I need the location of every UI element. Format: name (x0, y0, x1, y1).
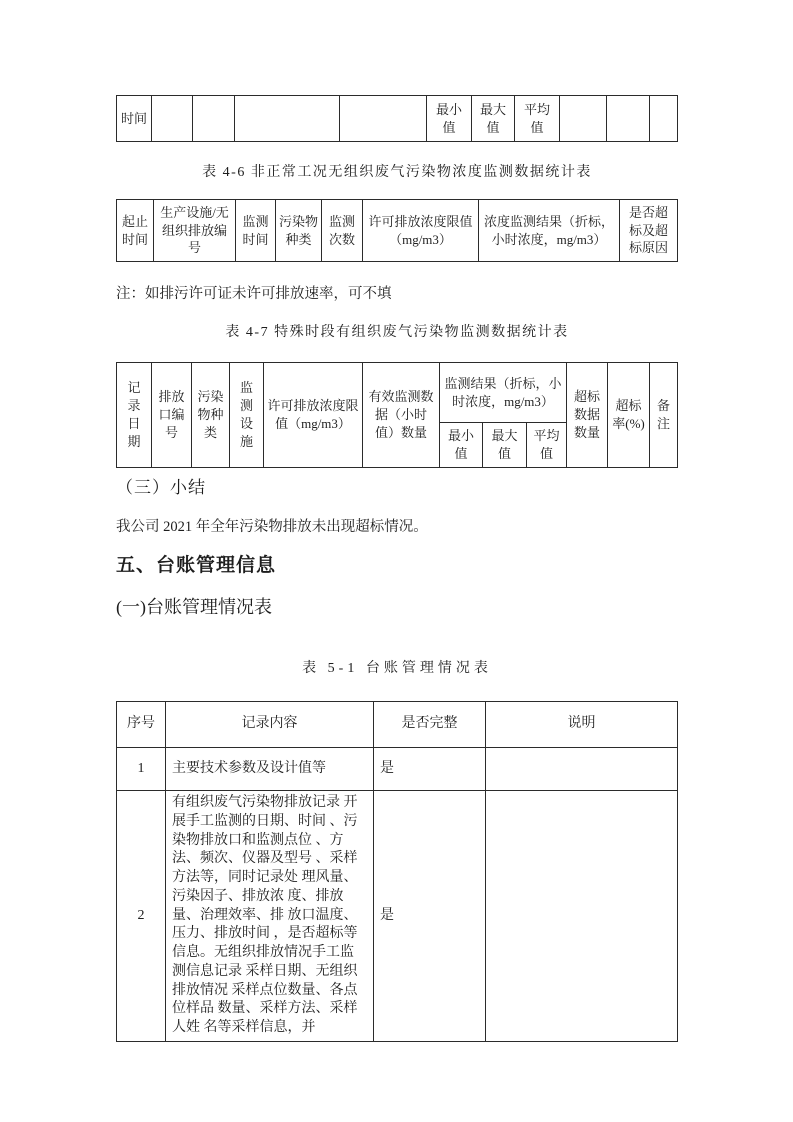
header-cell-exceed-reason: 是否超标及超标原因 (620, 200, 678, 262)
table-4-6-note: 注：如排污许可证未许可排放速率，可不填 (116, 286, 392, 302)
table-cell-empty (607, 96, 650, 142)
table-4-6-title: 表 4-6 非正常工况无组织废气污染物浓度监测数据统计表 (202, 165, 592, 180)
summary-paragraph: 我公司 2021 年全年污染物排放未出现超标情况。 (116, 519, 428, 535)
subsection-heading-ledger-table: (一)台账管理情况表 (116, 597, 272, 617)
previous-stats-table-continuation (116, 95, 678, 142)
table-cell-avg-header: 平均值 (515, 96, 560, 142)
header-cell-is-complete: 是否完整 (374, 702, 486, 748)
table-row (117, 791, 678, 1042)
cell-is-complete: 是 (374, 791, 486, 1042)
cell-record-content: 有组织废气污染物排放记录 开展手工监测的日期、时间 、污染物排放口和监测点位 、方法、频次、仪器及型号 、采样方法等，同时记录处 理风量、污染因子、排放浓 度、排放量、治理效率、排 放口温度、压力、排放时间 ，是否超标等信息。无组织排放情况手工监测信息记录 采样日期、无组织排放情况 采样点位数量、各点位样品 数量、采样方法、采样人姓 名等采样信息，并 (166, 791, 374, 1042)
table-row (117, 748, 678, 791)
table-cell-time-header: 时间 (117, 96, 152, 142)
header-cell-max-value: 最大值 (483, 423, 527, 468)
table-cell-min-header: 最小值 (427, 96, 472, 142)
header-cell-monitor-time: 监测时间 (236, 200, 276, 262)
header-cell-avg-value: 平均值 (527, 423, 567, 468)
table-cell-empty (235, 96, 340, 142)
table-5-1 (116, 701, 678, 1042)
header-cell-exceed-count: 超标数据数量 (567, 363, 608, 468)
header-cell-monitor-count: 监测次数 (322, 200, 363, 262)
section-heading-ledger: 五、台账管理信息 (116, 555, 277, 576)
table-5-1-title: 表 5-1 台账管理情况表 (302, 661, 492, 676)
table-cell-empty (340, 96, 427, 142)
header-cell-min-value: 最小值 (440, 423, 483, 468)
cell-explanation (486, 748, 678, 791)
table-5-1-header-row (117, 702, 678, 748)
table-4-7 (116, 362, 678, 468)
header-cell-record-content: 记录内容 (166, 702, 374, 748)
header-cell-pollutant-type: 污染物种类 (192, 363, 230, 468)
table-cell-max-header: 最大值 (472, 96, 515, 142)
header-cell-facility-outlet-id: 生产设施/无组织排放编号 (154, 200, 236, 262)
header-cell-result-group: 监测结果（折标，小时浓度，mg/m3） (440, 363, 567, 423)
table-4-7-title: 表 4-7 特殊时段有组织废气污染物监测数据统计表 (225, 325, 569, 340)
table-cell-empty (193, 96, 235, 142)
table-cell-empty (152, 96, 193, 142)
header-cell-permitted-limit: 许可排放浓度限值（mg/m3） (363, 200, 479, 262)
cell-serial-no: 2 (117, 791, 166, 1042)
cell-explanation (486, 791, 678, 1042)
subsection-heading-summary: （三）小结 (116, 478, 206, 497)
cell-record-content: 主要技术参数及设计值等 (166, 748, 374, 791)
table-cell-empty (650, 96, 678, 142)
table-cell-empty (560, 96, 607, 142)
header-cell-monitor-facility: 监测设施 (230, 363, 264, 468)
header-cell-concentration-result: 浓度监测结果（折标，小时浓度，mg/m3） (479, 200, 620, 262)
header-cell-valid-data-count: 有效监测数据（小时值）数量 (363, 363, 440, 468)
header-cell-pollutant-type: 污染物种类 (276, 200, 322, 262)
header-cell-start-end-time: 起止时间 (117, 200, 154, 262)
header-cell-serial-no: 序号 (117, 702, 166, 748)
header-cell-exceed-rate: 超标率(%) (608, 363, 650, 468)
table-4-6 (116, 199, 678, 262)
cell-is-complete: 是 (374, 748, 486, 791)
header-cell-record-date: 记录日期 (117, 363, 152, 468)
header-cell-outlet-id: 排放口编号 (152, 363, 192, 468)
header-cell-permitted-limit: 许可排放浓度限值（mg/m3） (264, 363, 363, 468)
header-cell-remark: 备注 (650, 363, 678, 468)
header-cell-explanation: 说明 (486, 702, 678, 748)
cell-serial-no: 1 (117, 748, 166, 791)
